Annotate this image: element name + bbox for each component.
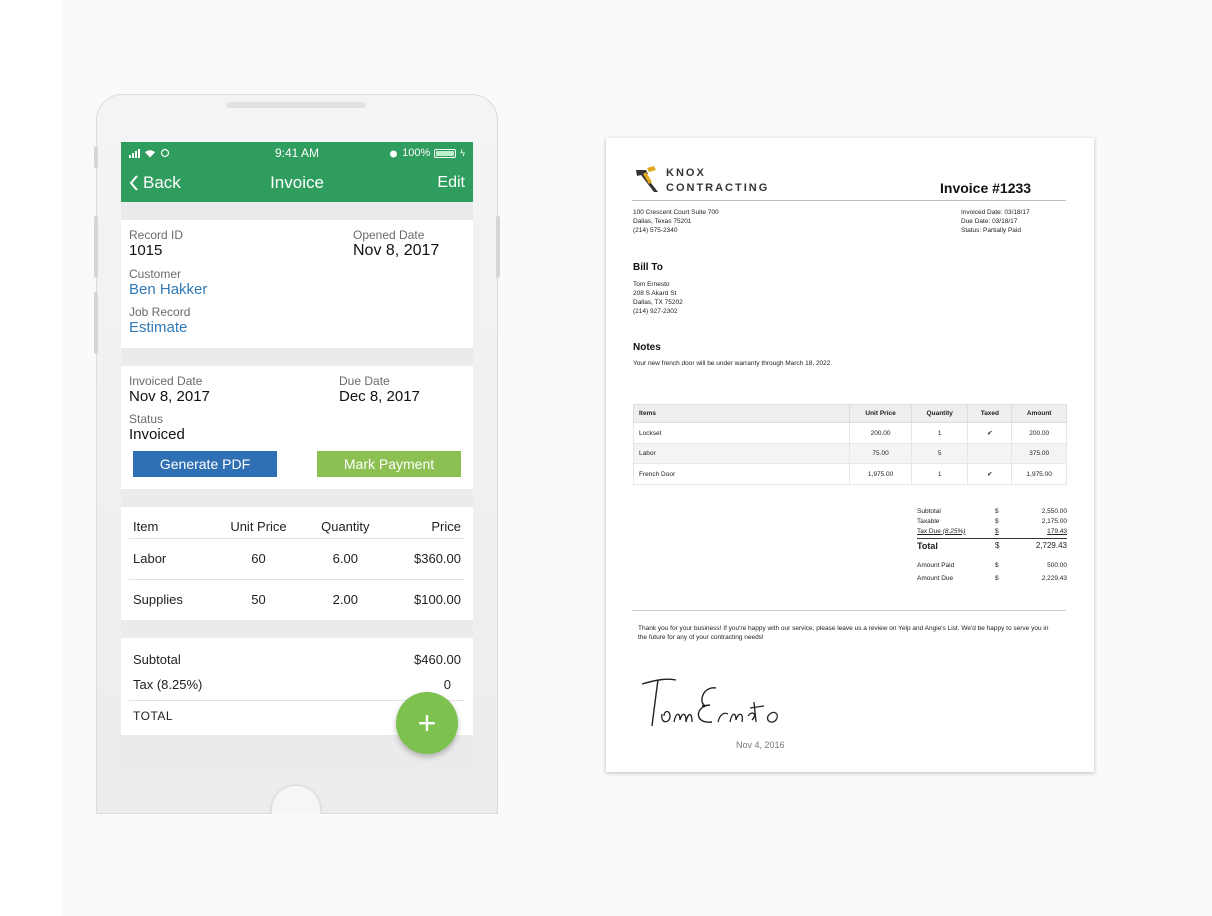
phone-mute-switch [94,146,98,168]
customer-label: Customer [129,267,182,281]
page-title: Invoice [270,173,324,192]
address-line: 100 Crescent Court Suite 700 [633,209,719,216]
back-label: Back [143,173,181,192]
tax-rate: (8.25%) [942,527,966,535]
chevron-left-icon [129,174,139,192]
summary-value: 179.43 [1047,527,1067,535]
address-line: (214) 575-2340 [633,227,678,234]
line-items-table [129,507,465,620]
item-unit-price: 50 [251,592,266,607]
bill-to-line: 208 S Akard St [633,290,677,297]
column-header: Quantity [912,405,968,423]
notes-text: Your new french door will be under warranty through March 18, 2022. [633,360,833,367]
tax-label: Tax (8.25%) [133,677,203,692]
plus-icon: + [417,704,437,741]
item-name: Lockset [634,423,850,444]
bill-to-line: Dallas, TX 75202 [633,299,683,306]
total-currency: $ [995,541,1000,550]
item-quantity: 1 [912,423,968,444]
notes-heading: Notes [633,342,661,353]
battery-icon [434,149,456,158]
phone-power-button [496,216,500,278]
summary-label: Subtotal [917,507,941,515]
item-price: $360.00 [386,539,465,580]
item-amount: 1,975.00 [1012,464,1067,485]
item-unit-price: 60 [212,539,305,580]
invoice-summary [917,506,1067,583]
invoice-meta [961,208,1030,235]
nav-bar [121,164,473,202]
edit-button[interactable]: Edit [437,174,465,191]
column-header: Items [634,405,850,423]
invoice-title: Invoice #1233 [940,180,1032,196]
payment-row [917,573,1067,583]
summary-label: Taxable [917,517,940,525]
company-address [633,208,719,235]
subtotal-value: $460.00 [414,652,461,667]
address-line: Dallas, Texas 75201 [633,218,692,225]
opened-date-label: Opened Date [353,228,425,242]
subtotal-label: Subtotal [133,652,181,667]
generate-pdf-button[interactable]: Generate PDF [133,451,277,477]
item-unit-price: 75.00 [850,444,912,464]
header-divider [632,200,1066,201]
add-button[interactable] [396,692,458,754]
item-amount: 200.00 [1012,423,1067,444]
meta-line: Invoiced Date: 03/18/17 [961,209,1030,216]
checkmark-icon: ✔ [968,423,1012,444]
bill-to-address [633,280,683,316]
hammer-logo-icon [632,164,662,194]
footer-divider [632,610,1066,611]
item-price: $100.00 [414,592,461,607]
total-label: Total [917,540,938,551]
thank-you-note: Thank you for your business! If you're happy with our service, please leave us a review on Yelp and Angie's List. We'd be happy to serve you in the future for any of your contracting needs! [638,625,1049,641]
record-id-value: 1015 [129,242,163,259]
item-name: Labor [129,539,212,580]
payment-currency: $ [995,574,999,582]
company-name-line2: CONTRACTING [666,182,770,194]
tax-value: 0 [443,677,451,692]
record-section [121,220,473,348]
customer-link[interactable]: Ben Hakker [129,281,208,298]
column-header: Amount [1012,405,1067,423]
due-date-label: Due Date [339,374,390,388]
due-date-value: Dec 8, 2017 [339,388,420,405]
table-row [634,444,1067,464]
signature [636,674,806,734]
item-name: Labor [634,444,850,464]
job-record-link[interactable]: Estimate [129,319,188,336]
status-value: Invoiced [129,426,185,443]
line-items-section [121,507,473,620]
invoice-items-table [633,404,1067,485]
item-quantity: 1 [912,464,968,485]
status-label: Status [129,412,164,426]
item-taxed [968,444,1012,464]
signature-date: Nov 4, 2016 [736,740,785,750]
column-header: Unit Price [212,507,305,539]
total-value: 2,729.43 [1035,541,1067,550]
item-unit-price: 200.00 [850,423,912,444]
invoice-document [606,138,1094,772]
column-header: Taxed [968,405,1012,423]
bill-to-line: (214) 927-2302 [633,308,678,315]
column-header: Item [129,507,212,539]
total-row [917,538,1067,552]
payment-currency: $ [995,561,999,569]
table-row [634,423,1067,444]
payment-label: Amount Due [917,574,954,582]
status-bar [121,142,473,164]
item-quantity: 2.00 [332,592,358,607]
status-time: 9:41 AM [274,146,320,160]
column-header: Price [386,507,465,539]
payment-row [917,560,1067,570]
meta-line: Due Date: 03/18/17 [961,218,1018,225]
table-row [634,464,1067,485]
item-quantity: 6.00 [305,539,386,580]
job-record-label: Job Record [129,305,191,319]
phone-volume-down [94,292,98,354]
invoiced-date-label: Invoiced Date [129,374,203,388]
mark-payment-button[interactable]: Mark Payment [317,451,461,477]
item-name: French Door [634,464,850,485]
company-name [666,166,769,196]
battery-percent: 100% [402,147,431,159]
bill-to-heading: Bill To [633,262,663,273]
meta-line: Status: Partially Paid [961,227,1021,234]
column-header: Unit Price [850,405,912,423]
invoice-status-section [121,366,473,489]
column-header: Quantity [305,507,386,539]
charging-icon: ϟ [460,148,465,158]
checkmark-icon: ✔ [968,464,1012,485]
total-label: TOTAL [133,709,174,723]
phone-volume-up [94,216,98,278]
summary-currency: $ [995,517,999,525]
table-row[interactable] [129,580,465,621]
payment-value: 2,229.43 [1041,574,1067,582]
table-row[interactable] [129,539,465,580]
summary-value: 2,175.00 [1041,517,1067,525]
bill-to-line: Tom Ernesto [633,281,670,288]
opened-date-value: Nov 8, 2017 [353,242,440,259]
payment-value: 500.00 [1047,561,1067,569]
record-id-label: Record ID [129,228,184,242]
payment-label: Amount Paid [917,561,955,569]
phone-speaker [226,102,366,108]
summary-row [917,516,1067,526]
summary-currency: $ [995,507,999,515]
back-button[interactable] [129,173,181,193]
summary-row [917,526,1067,536]
summary-value: 2,550.00 [1041,507,1067,515]
summary-currency: $ [995,527,999,535]
tax-due-label: Tax Due [917,527,941,535]
item-name: Supplies [133,592,183,607]
summary-row [917,506,1067,516]
item-unit-price: 1,975.00 [850,464,912,485]
item-quantity: 5 [912,444,968,464]
invoiced-date-value: Nov 8, 2017 [129,388,210,405]
phone-screen [121,142,473,768]
summary-label [917,528,995,535]
company-name-line1: KNOX [666,167,706,179]
item-amount: 375.00 [1012,444,1067,464]
